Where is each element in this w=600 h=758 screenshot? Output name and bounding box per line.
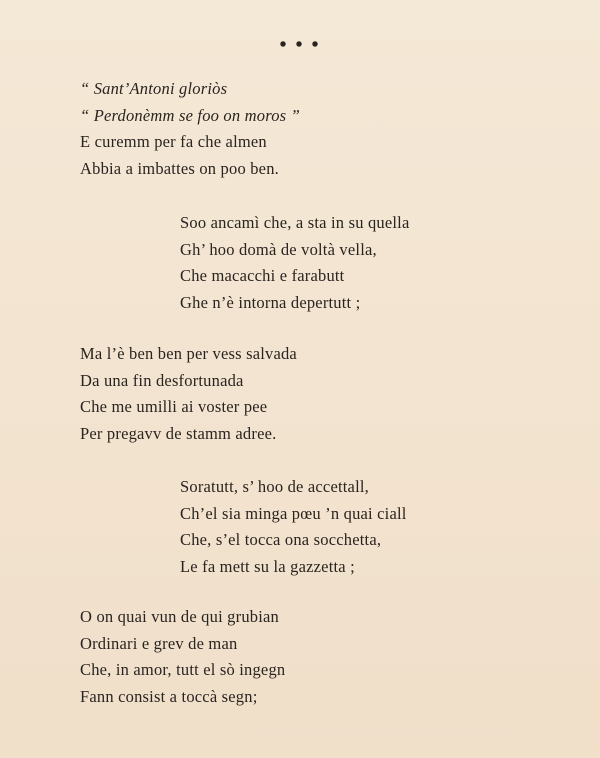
verse-line: Abbia a imbattes on poo ben. xyxy=(80,158,279,178)
verse-line: Ordinari e grev de man xyxy=(80,633,238,653)
verse-line: Ma l’è ben ben per vess salvada xyxy=(80,344,297,363)
verse-line: Gh’ hoo domà de voltà vella, xyxy=(180,239,377,259)
verse-line: E curemm per fa che almen xyxy=(80,132,267,151)
verse-line: “ Perdonèmm se foo on moros ” xyxy=(80,105,300,125)
section-ornament: • • • xyxy=(279,34,321,56)
stanza-5 xyxy=(80,604,285,710)
verse-line: Le fa mett su la gazzetta ; xyxy=(180,556,355,576)
verse-line: Fann consist a toccà segn; xyxy=(80,686,258,706)
stanza-3 xyxy=(80,341,297,447)
verse-line: “ Sant’Antoni gloriòs xyxy=(80,79,228,98)
verse-line: Soratutt, s’ hoo de accettall, xyxy=(180,477,369,496)
verse-line: Da una fin desfortunada xyxy=(80,370,244,390)
verse-line: Ch’el sia minga pœu ’n quai ciall xyxy=(180,503,407,523)
verse-line: Ghe n’è intorna depertutt ; xyxy=(180,292,361,312)
verse-line: O on quai vun de qui grubian xyxy=(80,607,279,626)
stanza-4 xyxy=(180,474,407,580)
verse-line: Che macacchi e farabutt xyxy=(180,266,345,285)
verse-line: Che, s’el tocca ona socchetta, xyxy=(180,530,382,549)
verse-line: Per pregavv de stamm adree. xyxy=(80,423,277,443)
stanza-1 xyxy=(80,76,300,182)
verse-line: Che me umilli ai voster pee xyxy=(80,397,268,416)
verse-line: Soo ancamì che, a sta in su quella xyxy=(180,213,410,232)
stanza-2 xyxy=(180,210,410,316)
verse-line: Che, in amor, tutt el sò ingegn xyxy=(80,660,286,679)
